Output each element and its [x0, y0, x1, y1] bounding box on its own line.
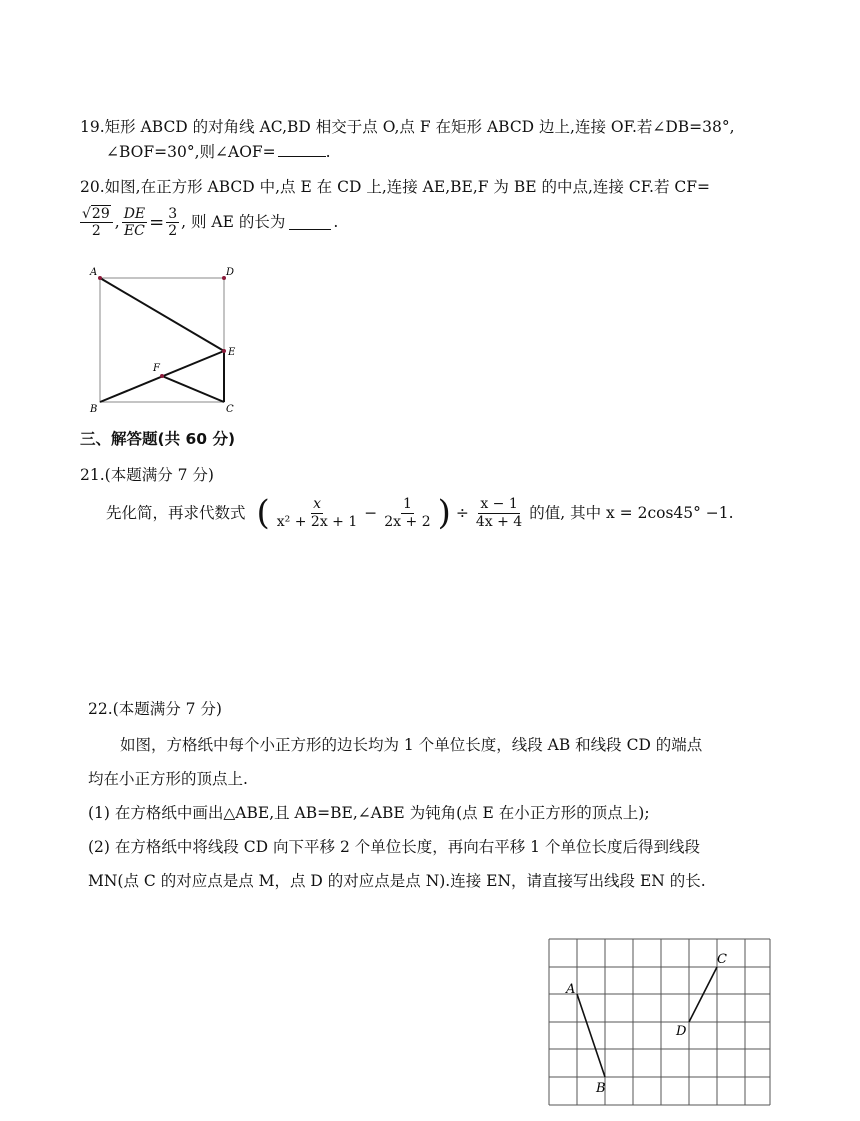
label-a: A: [90, 267, 98, 278]
q21-tail: 的值, 其中 x = 2cos45° −1.: [529, 503, 734, 522]
label-d: D: [226, 267, 235, 278]
grid-figure: [546, 936, 776, 1110]
label-f: F: [153, 363, 160, 374]
q19-period: .: [325, 143, 331, 161]
q20-period: .: [333, 213, 339, 232]
label-a: A: [566, 982, 576, 997]
left-paren: (: [256, 493, 270, 533]
q22-p1a: 如图，方格纸中每个小正方形的边长均为 1 个单位长度，线段 AB 和线段 CD 的端点: [120, 736, 703, 754]
q22-p3b: MN(点 C 的对应点是点 M，点 D 的对应点是点 N).连接 EN，请直接写出线段 EN 的长.: [88, 872, 706, 890]
segment-ae: [100, 278, 224, 351]
q20-sqrt-value: 29: [91, 206, 110, 222]
square-figure: [86, 262, 246, 422]
q20-cf-fraction: $\frac{√29}{2}$: [80, 206, 113, 239]
q22-p1b: 均在小正方形的顶点上.: [88, 770, 248, 788]
q20-tail: , 则 AE 的长为: [181, 213, 286, 232]
q21-header: 21.(本题满分 7 分): [80, 466, 214, 484]
q20-ratio-fraction: [122, 206, 147, 239]
grid-lines: [549, 939, 770, 1105]
q20-de: DE: [123, 206, 146, 222]
label-d: D: [676, 1024, 687, 1039]
q19-line1: 19.矩形 ABCD 的对角线 AC,BD 相交于点 O,点 F 在矩形 ABCD 边上,连接 OF.若∠DB=38°,: [80, 118, 735, 136]
q21-prompt: 先化简，再求代数式: [106, 503, 246, 522]
q21-frac1-num: x: [313, 496, 321, 513]
q22-p3a: (2) 在方格纸中将线段 CD 向下平移 2 个单位长度，再向右平移 1 个单位长度后得到线段: [88, 838, 700, 856]
q21-frac3: [474, 496, 524, 529]
label-b: B: [90, 404, 98, 415]
q20-three-halves: [166, 206, 179, 239]
q20-line2: [80, 206, 338, 239]
q22-p2: (1) 在方格纸中画出△ABE,且 AB=BE,∠ABE 为钝角(点 E 在小正方形的顶点上);: [88, 804, 650, 822]
q21-frac1-den: x² + 2x + 1: [276, 513, 358, 530]
segment-ab: [577, 994, 605, 1077]
q21-frac2-num: 1: [402, 496, 412, 513]
q20-answer-blank: [289, 215, 331, 230]
q21-frac1: [275, 496, 359, 529]
q20-three: 3: [168, 206, 178, 222]
q19-answer-blank: [278, 142, 326, 157]
q20-cf-den: 2: [91, 223, 101, 240]
q20-two: 2: [168, 223, 178, 240]
segment-fc: [162, 376, 224, 402]
point-a: [98, 276, 102, 280]
q21-frac3-den: 4x + 4: [475, 513, 523, 530]
q19-text: ∠BOF=30°,则∠AOF=: [106, 143, 276, 161]
q20-comma: ,: [114, 213, 120, 232]
q20-ec: EC: [123, 223, 145, 240]
section-title: 三、解答题(共 60 分): [80, 430, 236, 448]
q21-expression: [106, 493, 734, 533]
q21-frac2-den: 2x + 2: [384, 513, 431, 530]
right-paren: ): [437, 493, 451, 533]
label-e: E: [228, 347, 236, 358]
q21-frac3-num: x − 1: [480, 496, 518, 513]
q20-line1: 20.如图,在正方形 ABCD 中,点 E 在 CD 上,连接 AE,BE,F 为 BE 的中点,连接 CF.若 CF=: [80, 178, 710, 196]
q21-minus: −: [364, 503, 378, 522]
label-b: B: [596, 1081, 606, 1096]
q20-equals: =: [149, 211, 165, 233]
point-e: [222, 349, 226, 353]
label-c: C: [717, 952, 727, 967]
q21-divide: ÷: [455, 503, 469, 522]
q21-frac2: [382, 496, 432, 529]
q22-header: 22.(本题满分 7 分): [88, 700, 222, 718]
label-c: C: [226, 404, 234, 415]
point-f: [160, 374, 164, 378]
q19-line2: [106, 142, 331, 162]
